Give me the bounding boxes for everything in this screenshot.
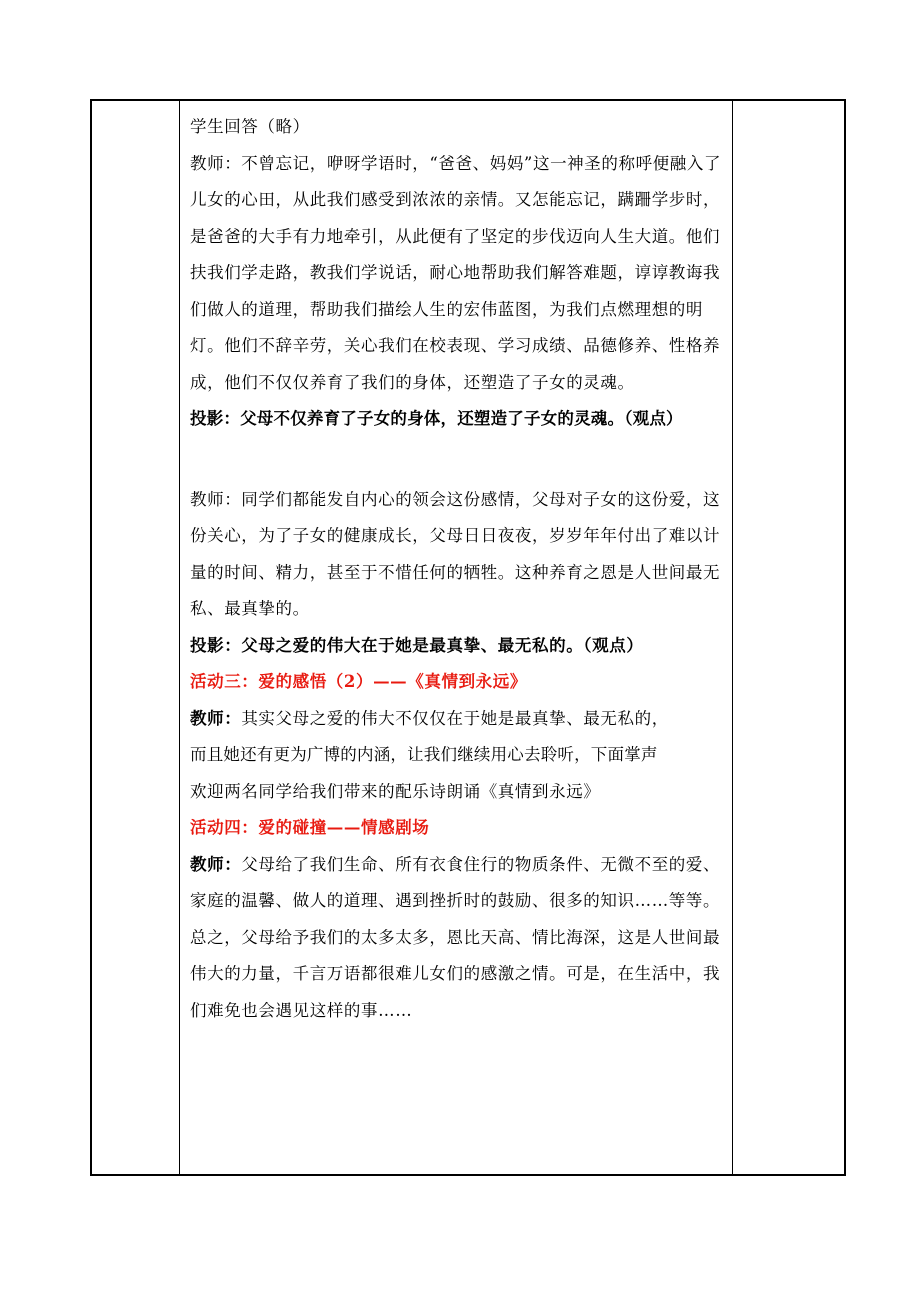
teacher-speech-4 bbox=[190, 847, 728, 1030]
lesson-plan-table bbox=[90, 99, 846, 1176]
content-column-cell bbox=[180, 101, 736, 1174]
left-column-cell bbox=[92, 101, 180, 1174]
student-answer-text: 学生回答（略） bbox=[190, 117, 310, 136]
teacher-speech-3 bbox=[190, 701, 728, 738]
teacher-speech-4-text: 父母给了我们生命、所有衣食住行的物质条件、无微不至的爱、家庭的温馨、做人的道理、遇到挫折时的鼓励、很多的知识……等等。总之，父母给予我们的太多太多，恩比天高、情比海深，这是人世间最伟大的力量，千言万语都很难儿女们的感激之情。可是，在生活中，我们难免也会遇见这样的事…… bbox=[190, 854, 721, 1020]
teacher-speech-3-line3: 欢迎两名同学给我们带来的配乐诗朗诵《真情到永远》 bbox=[190, 781, 601, 801]
teacher-speech-2: 教师：同学们都能发自内心的领会这份感情，父母对子女的这份爱，这份关心，为了子女的健康成长，父母日日夜夜，岁岁年年付出了难以计量的时间、精力，甚至于不惜任何的牺牲。这种养育之恩是人世间最无私、最真挚的。 bbox=[190, 489, 721, 618]
teacher-label: 教师： bbox=[190, 708, 242, 728]
teacher-speech-3-line2: 而且她还有更为广博的内涵，让我们继续用心去聆听，下面掌声 bbox=[190, 745, 658, 764]
activity-three-heading: 活动三：爱的感悟（2）——《真情到永远》 bbox=[190, 672, 527, 691]
projection-point-2: 投影：父母之爱的伟大在于她是最真挚、最无私的。（观点） bbox=[190, 635, 644, 655]
teacher-label: 教师： bbox=[190, 854, 242, 874]
teacher-speech-3-line1: 其实父母之爱的伟大不仅仅在于她是最真挚、最无私的， bbox=[241, 708, 669, 728]
right-column-cell bbox=[732, 101, 844, 1174]
blank-line bbox=[190, 438, 728, 482]
teacher-speech-1: 教师：不曾忘记，咿呀学语时，“爸爸、妈妈”这一神圣的称呼便融入了儿女的心田，从此我们感受到浓浓的亲情。又怎能忘记，蹒跚学步时，是爸爸的大手有力地牵引，从此便有了坚定的步伐迈向人生大道。他们扶我们学走路，教我们学说话，耐心地帮助我们解答难题，谆谆教诲我们做人的道理，帮助我们描绘人生的宏伟蓝图，为我们点燃理想的明灯。他们不辞辛劳，关心我们在校表现、学习成绩、品德修养、性格养成，他们不仅仅养育了我们的身体，还塑造了子女的灵魂。 bbox=[190, 153, 722, 392]
activity-four-heading: 活动四：爱的碰撞——情感剧场 bbox=[190, 818, 430, 837]
projection-point-1: 投影：父母不仅养育了子女的身体，还塑造了子女的灵魂。（观点） bbox=[190, 409, 683, 428]
